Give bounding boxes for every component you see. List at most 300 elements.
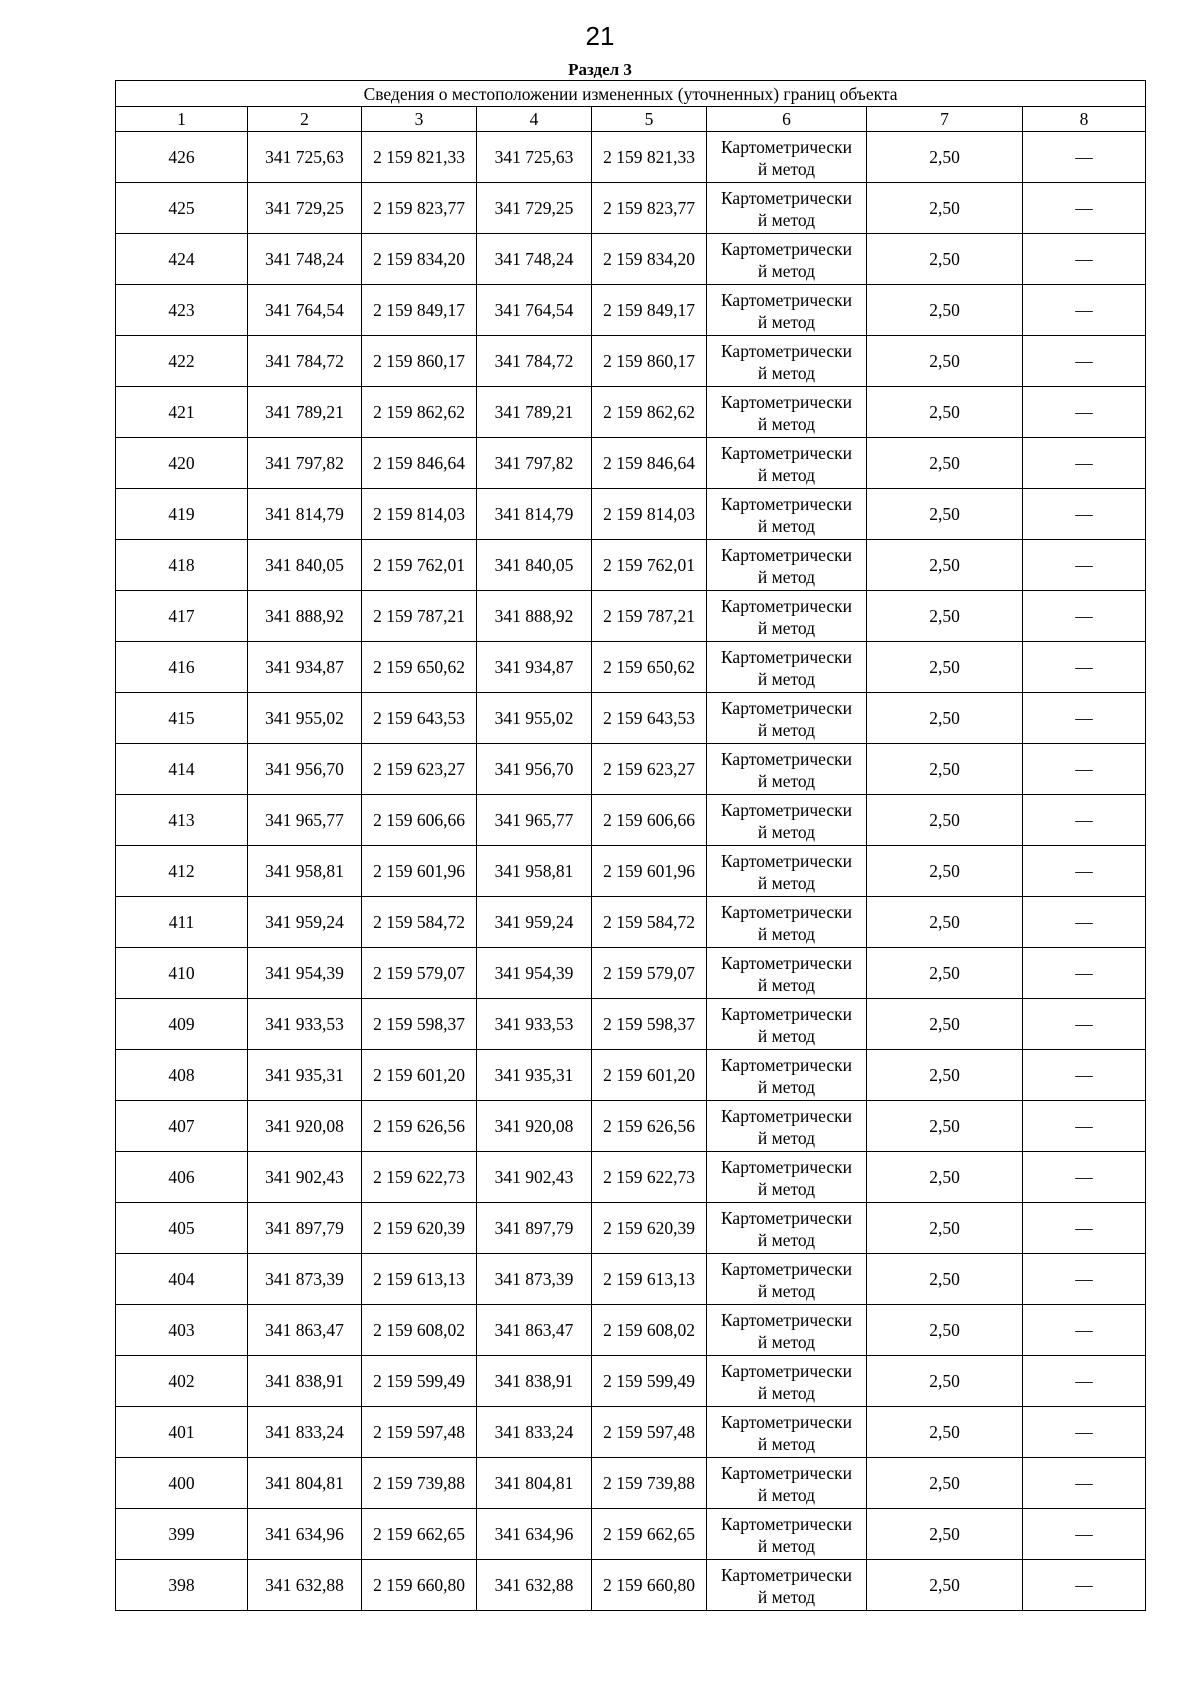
- y-new-cell: 2 159 601,20: [592, 1050, 707, 1101]
- x-new-cell: 341 965,77: [477, 795, 592, 846]
- point-number-cell: 408: [116, 1050, 248, 1101]
- note-cell: —: [1023, 183, 1146, 234]
- y-old-cell: 2 159 622,73: [362, 1152, 477, 1203]
- column-number: 4: [477, 107, 592, 132]
- note-cell: —: [1023, 1509, 1146, 1560]
- table-row: [116, 999, 1146, 1050]
- method-line: Картометрически: [720, 748, 853, 769]
- method-line: Картометрически: [720, 391, 853, 412]
- method-line: Картометрически: [720, 1207, 853, 1228]
- table-row: [116, 438, 1146, 489]
- table-row: [116, 795, 1146, 846]
- point-number-cell: 414: [116, 744, 248, 795]
- table-row: [116, 336, 1146, 387]
- point-number-cell: 398: [116, 1560, 248, 1611]
- table-caption: Сведения о местоположении измененных (уточненных) границ объекта: [116, 81, 1146, 107]
- y-new-cell: 2 159 662,65: [592, 1509, 707, 1560]
- y-new-cell: 2 159 834,20: [592, 234, 707, 285]
- method-line: й метод: [757, 1025, 816, 1046]
- table-row: [116, 387, 1146, 438]
- y-old-cell: 2 159 662,65: [362, 1509, 477, 1560]
- method-line: й метод: [757, 1484, 816, 1505]
- method-line: й метод: [757, 1229, 816, 1250]
- method-cell: [707, 387, 867, 438]
- y-old-cell: 2 159 660,80: [362, 1560, 477, 1611]
- method-line: й метод: [757, 1076, 816, 1097]
- method-line: й метод: [757, 770, 816, 791]
- y-old-cell: 2 159 599,49: [362, 1356, 477, 1407]
- accuracy-cell: 2,50: [867, 591, 1023, 642]
- method-cell: [707, 693, 867, 744]
- x-new-cell: 341 725,63: [477, 132, 592, 183]
- method-cell: [707, 1560, 867, 1611]
- accuracy-cell: 2,50: [867, 1050, 1023, 1101]
- table-row: [116, 540, 1146, 591]
- accuracy-cell: 2,50: [867, 642, 1023, 693]
- y-new-cell: 2 159 660,80: [592, 1560, 707, 1611]
- method-line: й метод: [757, 464, 816, 485]
- method-line: й метод: [757, 566, 816, 587]
- y-old-cell: 2 159 584,72: [362, 897, 477, 948]
- point-number-cell: 422: [116, 336, 248, 387]
- table-row: [116, 591, 1146, 642]
- column-number: 2: [248, 107, 362, 132]
- note-cell: —: [1023, 948, 1146, 999]
- x-old-cell: 341 729,25: [248, 183, 362, 234]
- point-number-cell: 412: [116, 846, 248, 897]
- column-number: 1: [116, 107, 248, 132]
- table-row: [116, 1356, 1146, 1407]
- method-line: й метод: [757, 260, 816, 281]
- method-line: й метод: [757, 617, 816, 638]
- y-new-cell: 2 159 846,64: [592, 438, 707, 489]
- x-old-cell: 341 920,08: [248, 1101, 362, 1152]
- y-new-cell: 2 159 601,96: [592, 846, 707, 897]
- y-new-cell: 2 159 643,53: [592, 693, 707, 744]
- section-title: Раздел 3: [568, 60, 632, 79]
- point-number-cell: 407: [116, 1101, 248, 1152]
- method-line: й метод: [757, 209, 816, 230]
- y-new-cell: 2 159 787,21: [592, 591, 707, 642]
- accuracy-cell: 2,50: [867, 1203, 1023, 1254]
- method-line: й метод: [757, 974, 816, 995]
- y-old-cell: 2 159 626,56: [362, 1101, 477, 1152]
- y-new-cell: 2 159 623,27: [592, 744, 707, 795]
- point-number-cell: 410: [116, 948, 248, 999]
- point-number-cell: 401: [116, 1407, 248, 1458]
- method-line: й метод: [757, 1178, 816, 1199]
- x-new-cell: 341 814,79: [477, 489, 592, 540]
- x-new-cell: 341 958,81: [477, 846, 592, 897]
- x-new-cell: 341 764,54: [477, 285, 592, 336]
- accuracy-cell: 2,50: [867, 1356, 1023, 1407]
- y-new-cell: 2 159 597,48: [592, 1407, 707, 1458]
- y-new-cell: 2 159 620,39: [592, 1203, 707, 1254]
- column-number: 7: [867, 107, 1023, 132]
- accuracy-cell: 2,50: [867, 1407, 1023, 1458]
- point-number-cell: 403: [116, 1305, 248, 1356]
- table-row: [116, 846, 1146, 897]
- accuracy-cell: 2,50: [867, 1458, 1023, 1509]
- method-line: Картометрически: [720, 442, 853, 463]
- note-cell: —: [1023, 897, 1146, 948]
- accuracy-cell: 2,50: [867, 1152, 1023, 1203]
- note-cell: —: [1023, 132, 1146, 183]
- x-old-cell: 341 902,43: [248, 1152, 362, 1203]
- method-line: Картометрически: [720, 952, 853, 973]
- x-new-cell: 341 956,70: [477, 744, 592, 795]
- method-line: Картометрически: [720, 1105, 853, 1126]
- accuracy-cell: 2,50: [867, 489, 1023, 540]
- accuracy-cell: 2,50: [867, 438, 1023, 489]
- x-new-cell: 341 632,88: [477, 1560, 592, 1611]
- table-row: [116, 489, 1146, 540]
- note-cell: —: [1023, 1560, 1146, 1611]
- method-line: Картометрически: [720, 850, 853, 871]
- method-line: Картометрически: [720, 1258, 853, 1279]
- y-new-cell: 2 159 849,17: [592, 285, 707, 336]
- table-row: [116, 693, 1146, 744]
- note-cell: —: [1023, 846, 1146, 897]
- note-cell: —: [1023, 1305, 1146, 1356]
- x-new-cell: 341 954,39: [477, 948, 592, 999]
- table-row: [116, 285, 1146, 336]
- method-cell: [707, 999, 867, 1050]
- method-line: Картометрически: [720, 187, 853, 208]
- method-cell: [707, 1356, 867, 1407]
- x-new-cell: 341 873,39: [477, 1254, 592, 1305]
- note-cell: —: [1023, 1101, 1146, 1152]
- method-line: й метод: [757, 311, 816, 332]
- y-old-cell: 2 159 762,01: [362, 540, 477, 591]
- y-new-cell: 2 159 622,73: [592, 1152, 707, 1203]
- point-number-cell: 415: [116, 693, 248, 744]
- point-number-cell: 402: [116, 1356, 248, 1407]
- method-line: й метод: [757, 719, 816, 740]
- method-cell: [707, 948, 867, 999]
- method-line: Картометрически: [720, 646, 853, 667]
- x-old-cell: 341 935,31: [248, 1050, 362, 1101]
- x-old-cell: 341 956,70: [248, 744, 362, 795]
- method-line: й метод: [757, 1280, 816, 1301]
- note-cell: —: [1023, 1050, 1146, 1101]
- y-new-cell: 2 159 650,62: [592, 642, 707, 693]
- y-old-cell: 2 159 623,27: [362, 744, 477, 795]
- y-new-cell: 2 159 821,33: [592, 132, 707, 183]
- method-cell: [707, 1509, 867, 1560]
- accuracy-cell: 2,50: [867, 1560, 1023, 1611]
- x-old-cell: 341 840,05: [248, 540, 362, 591]
- point-number-cell: 400: [116, 1458, 248, 1509]
- method-cell: [707, 132, 867, 183]
- x-new-cell: 341 634,96: [477, 1509, 592, 1560]
- x-new-cell: 341 863,47: [477, 1305, 592, 1356]
- x-new-cell: 341 888,92: [477, 591, 592, 642]
- method-line: Картометрически: [720, 1156, 853, 1177]
- method-line: й метод: [757, 1127, 816, 1148]
- method-line: Картометрически: [720, 493, 853, 514]
- y-old-cell: 2 159 601,20: [362, 1050, 477, 1101]
- method-cell: [707, 183, 867, 234]
- accuracy-cell: 2,50: [867, 1254, 1023, 1305]
- x-old-cell: 341 789,21: [248, 387, 362, 438]
- method-line: Картометрически: [720, 289, 853, 310]
- y-new-cell: 2 159 823,77: [592, 183, 707, 234]
- x-old-cell: 341 804,81: [248, 1458, 362, 1509]
- y-old-cell: 2 159 821,33: [362, 132, 477, 183]
- method-line: й метод: [757, 872, 816, 893]
- x-new-cell: 341 897,79: [477, 1203, 592, 1254]
- x-new-cell: 341 934,87: [477, 642, 592, 693]
- page-number: 21: [585, 21, 615, 51]
- note-cell: —: [1023, 999, 1146, 1050]
- table-row: [116, 1101, 1146, 1152]
- method-line: Картометрически: [720, 595, 853, 616]
- note-cell: —: [1023, 693, 1146, 744]
- method-cell: [707, 897, 867, 948]
- method-line: й метод: [757, 1331, 816, 1352]
- y-new-cell: 2 159 814,03: [592, 489, 707, 540]
- x-old-cell: 341 863,47: [248, 1305, 362, 1356]
- y-old-cell: 2 159 739,88: [362, 1458, 477, 1509]
- x-old-cell: 341 958,81: [248, 846, 362, 897]
- method-line: й метод: [757, 821, 816, 842]
- note-cell: —: [1023, 285, 1146, 336]
- method-line: Картометрически: [720, 1513, 853, 1534]
- method-line: й метод: [757, 362, 816, 383]
- column-number: 8: [1023, 107, 1146, 132]
- method-cell: [707, 1407, 867, 1458]
- method-cell: [707, 540, 867, 591]
- accuracy-cell: 2,50: [867, 183, 1023, 234]
- y-old-cell: 2 159 846,64: [362, 438, 477, 489]
- method-cell: [707, 1152, 867, 1203]
- point-number-cell: 409: [116, 999, 248, 1050]
- note-cell: —: [1023, 489, 1146, 540]
- accuracy-cell: 2,50: [867, 132, 1023, 183]
- accuracy-cell: 2,50: [867, 897, 1023, 948]
- y-old-cell: 2 159 620,39: [362, 1203, 477, 1254]
- column-number-row: [116, 107, 1146, 132]
- table-row: [116, 1203, 1146, 1254]
- y-new-cell: 2 159 608,02: [592, 1305, 707, 1356]
- y-old-cell: 2 159 823,77: [362, 183, 477, 234]
- method-line: Картометрически: [720, 799, 853, 820]
- x-old-cell: 341 933,53: [248, 999, 362, 1050]
- table-row: [116, 1305, 1146, 1356]
- x-old-cell: 341 725,63: [248, 132, 362, 183]
- table-row: [116, 1254, 1146, 1305]
- accuracy-cell: 2,50: [867, 387, 1023, 438]
- accuracy-cell: 2,50: [867, 336, 1023, 387]
- x-old-cell: 341 764,54: [248, 285, 362, 336]
- point-number-cell: 419: [116, 489, 248, 540]
- table-row: [116, 1050, 1146, 1101]
- accuracy-cell: 2,50: [867, 693, 1023, 744]
- x-new-cell: 341 840,05: [477, 540, 592, 591]
- table-row: [116, 1458, 1146, 1509]
- method-cell: [707, 1254, 867, 1305]
- y-old-cell: 2 159 643,53: [362, 693, 477, 744]
- table-row: [116, 1509, 1146, 1560]
- note-cell: —: [1023, 438, 1146, 489]
- accuracy-cell: 2,50: [867, 948, 1023, 999]
- table-row: [116, 1560, 1146, 1611]
- method-cell: [707, 846, 867, 897]
- method-line: й метод: [757, 1535, 816, 1556]
- y-new-cell: 2 159 613,13: [592, 1254, 707, 1305]
- x-new-cell: 341 959,24: [477, 897, 592, 948]
- method-line: й метод: [757, 1433, 816, 1454]
- y-old-cell: 2 159 606,66: [362, 795, 477, 846]
- x-old-cell: 341 954,39: [248, 948, 362, 999]
- column-number: 6: [707, 107, 867, 132]
- boundary-coordinates-table: [115, 80, 1146, 1611]
- method-line: Картометрически: [720, 1462, 853, 1483]
- accuracy-cell: 2,50: [867, 1305, 1023, 1356]
- y-old-cell: 2 159 650,62: [362, 642, 477, 693]
- point-number-cell: 418: [116, 540, 248, 591]
- x-new-cell: 341 729,25: [477, 183, 592, 234]
- y-old-cell: 2 159 601,96: [362, 846, 477, 897]
- method-line: Картометрически: [720, 1411, 853, 1432]
- x-new-cell: 341 784,72: [477, 336, 592, 387]
- method-line: Картометрически: [720, 1360, 853, 1381]
- table-row: [116, 1407, 1146, 1458]
- method-line: й метод: [757, 1586, 816, 1607]
- table-row: [116, 897, 1146, 948]
- method-cell: [707, 438, 867, 489]
- accuracy-cell: 2,50: [867, 1101, 1023, 1152]
- point-number-cell: 404: [116, 1254, 248, 1305]
- method-line: й метод: [757, 515, 816, 536]
- x-old-cell: 341 959,24: [248, 897, 362, 948]
- y-old-cell: 2 159 849,17: [362, 285, 477, 336]
- x-old-cell: 341 833,24: [248, 1407, 362, 1458]
- x-new-cell: 341 748,24: [477, 234, 592, 285]
- method-cell: [707, 336, 867, 387]
- y-new-cell: 2 159 762,01: [592, 540, 707, 591]
- method-line: й метод: [757, 668, 816, 689]
- y-new-cell: 2 159 598,37: [592, 999, 707, 1050]
- note-cell: —: [1023, 744, 1146, 795]
- y-old-cell: 2 159 579,07: [362, 948, 477, 999]
- accuracy-cell: 2,50: [867, 234, 1023, 285]
- x-new-cell: 341 797,82: [477, 438, 592, 489]
- point-number-cell: 405: [116, 1203, 248, 1254]
- point-number-cell: 425: [116, 183, 248, 234]
- table-row: [116, 744, 1146, 795]
- point-number-cell: 423: [116, 285, 248, 336]
- y-new-cell: 2 159 739,88: [592, 1458, 707, 1509]
- x-old-cell: 341 634,96: [248, 1509, 362, 1560]
- x-new-cell: 341 920,08: [477, 1101, 592, 1152]
- table-row: [116, 234, 1146, 285]
- method-line: й метод: [757, 1382, 816, 1403]
- x-old-cell: 341 797,82: [248, 438, 362, 489]
- note-cell: —: [1023, 336, 1146, 387]
- accuracy-cell: 2,50: [867, 1509, 1023, 1560]
- x-old-cell: 341 748,24: [248, 234, 362, 285]
- method-line: Картометрически: [720, 1003, 853, 1024]
- point-number-cell: 399: [116, 1509, 248, 1560]
- note-cell: —: [1023, 642, 1146, 693]
- y-new-cell: 2 159 584,72: [592, 897, 707, 948]
- point-number-cell: 416: [116, 642, 248, 693]
- table-row: [116, 183, 1146, 234]
- method-line: Картометрически: [720, 697, 853, 718]
- accuracy-cell: 2,50: [867, 999, 1023, 1050]
- x-new-cell: 341 789,21: [477, 387, 592, 438]
- x-old-cell: 341 632,88: [248, 1560, 362, 1611]
- method-line: й метод: [757, 413, 816, 434]
- method-cell: [707, 1305, 867, 1356]
- x-old-cell: 341 897,79: [248, 1203, 362, 1254]
- table-row: [116, 642, 1146, 693]
- method-line: Картометрически: [720, 901, 853, 922]
- method-cell: [707, 591, 867, 642]
- x-new-cell: 341 833,24: [477, 1407, 592, 1458]
- method-cell: [707, 1203, 867, 1254]
- method-line: Картометрически: [720, 136, 853, 157]
- y-old-cell: 2 159 787,21: [362, 591, 477, 642]
- note-cell: —: [1023, 1458, 1146, 1509]
- x-old-cell: 341 934,87: [248, 642, 362, 693]
- y-new-cell: 2 159 626,56: [592, 1101, 707, 1152]
- point-number-cell: 426: [116, 132, 248, 183]
- x-new-cell: 341 955,02: [477, 693, 592, 744]
- y-new-cell: 2 159 599,49: [592, 1356, 707, 1407]
- x-old-cell: 341 814,79: [248, 489, 362, 540]
- method-cell: [707, 1101, 867, 1152]
- y-old-cell: 2 159 834,20: [362, 234, 477, 285]
- note-cell: —: [1023, 591, 1146, 642]
- y-old-cell: 2 159 814,03: [362, 489, 477, 540]
- method-line: Картометрически: [720, 1054, 853, 1075]
- point-number-cell: 420: [116, 438, 248, 489]
- y-new-cell: 2 159 579,07: [592, 948, 707, 999]
- table-row: [116, 132, 1146, 183]
- note-cell: —: [1023, 1152, 1146, 1203]
- x-new-cell: 341 838,91: [477, 1356, 592, 1407]
- method-cell: [707, 285, 867, 336]
- note-cell: —: [1023, 1356, 1146, 1407]
- y-new-cell: 2 159 862,62: [592, 387, 707, 438]
- method-cell: [707, 489, 867, 540]
- x-new-cell: 341 804,81: [477, 1458, 592, 1509]
- note-cell: —: [1023, 1203, 1146, 1254]
- method-cell: [707, 234, 867, 285]
- y-new-cell: 2 159 860,17: [592, 336, 707, 387]
- method-line: й метод: [757, 158, 816, 179]
- y-old-cell: 2 159 608,02: [362, 1305, 477, 1356]
- x-new-cell: 341 902,43: [477, 1152, 592, 1203]
- y-old-cell: 2 159 613,13: [362, 1254, 477, 1305]
- method-line: Картометрически: [720, 1309, 853, 1330]
- method-line: Картометрически: [720, 544, 853, 565]
- point-number-cell: 413: [116, 795, 248, 846]
- accuracy-cell: 2,50: [867, 540, 1023, 591]
- accuracy-cell: 2,50: [867, 744, 1023, 795]
- table-row: [116, 1152, 1146, 1203]
- x-old-cell: 341 838,91: [248, 1356, 362, 1407]
- point-number-cell: 417: [116, 591, 248, 642]
- y-new-cell: 2 159 606,66: [592, 795, 707, 846]
- method-line: Картометрически: [720, 1564, 853, 1585]
- y-old-cell: 2 159 597,48: [362, 1407, 477, 1458]
- y-old-cell: 2 159 860,17: [362, 336, 477, 387]
- method-line: Картометрически: [720, 340, 853, 361]
